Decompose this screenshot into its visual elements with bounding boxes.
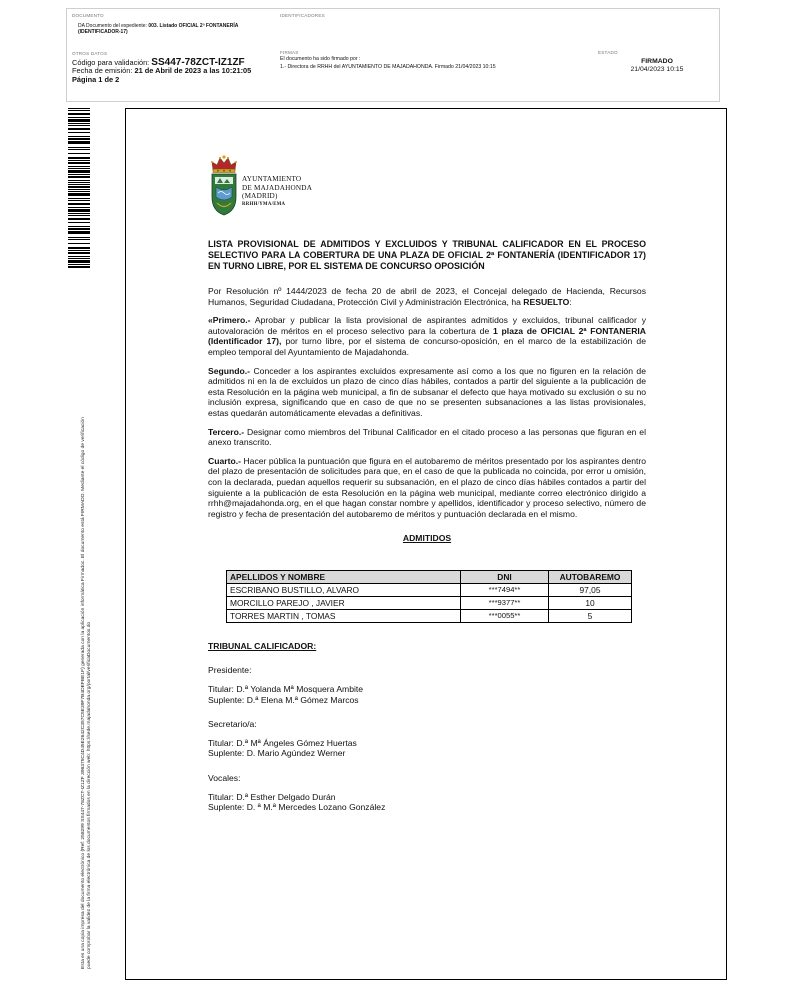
document-title: LISTA PROVISIONAL DE ADMITIDOS Y EXCLUIDOS Y TRIBUNAL CALIFICADOR EN EL PROCESO SELECTIVO PARA LA COBERTURA DE UNA PLAZA DE OFICIAL 2ª FONTANERÍA (IDENTIFICADOR 17) EN TURNO LIBRE, POR EL SISTEMA DE CONCURSO OPOSICIÓN [208,239,646,271]
secretario-label: Secretario/a: [208,719,257,730]
col-dni: DNI [461,570,549,583]
codigo-value[interactable]: SS447-78ZCT-IZ1ZF [151,57,245,68]
org-line-2: DE MAJADAHONDA [242,183,313,192]
pagina-info [72,76,270,84]
otros-datos-caption: OTROS DATOS [72,51,108,56]
admitidos-heading: ADMITIDOS [402,533,452,544]
cell-dni: ***9377** [461,596,549,609]
primero-paragraph [208,315,646,357]
department-ref: RRHH/YMA/EMA [242,201,286,207]
primero-bold: 1 plaza de OFICIAL 2ª FONTANERIA (Identificador 17), [208,325,646,347]
coat-of-arms-icon [208,153,240,217]
cell-nombre: TORRES MARTIN , TOMAS [227,609,461,622]
segundo-paragraph [208,366,646,419]
intro-paragraph [208,286,646,307]
cell-nombre: ESCRIBANO BUSTILLO, ALVARO [227,583,461,596]
org-line-3: (MADRID) [242,192,278,201]
documento-cell [67,9,275,46]
cell-dni: ***0055** [461,609,549,622]
table-row [227,596,632,609]
cuarto-text: Hacer pública la puntuación que figura en el autobaremo de méritos presentado por los aspirantes dentro del plazo de presentación de solicitudes para que, en el caso de que la publicada no coincida, por error u omisión, con la declarada, puedan aquellos requerir su subsanación, en el plazo de cinco días hábiles contados a partir del siguiente a la publicación de esta Resolución en la página web municipal, mediante correo electrónico dirigido a rrhh@majadahonda.org, en el que hagan constar nombre y apellidos, identificador y proceso selectivo, número de registro y fecha de presentación del autobaremo de méritos y puntuación declarada en el mismo. [208,455,646,519]
presidente-suplente: Suplente: D.ª Elena M.ª Gómez Marcos [208,694,359,705]
document-body [208,239,646,813]
tercero-text: Designar como miembros del Tribunal Calificador en el citado proceso a las personas que figuran en el anexo transcrito. [208,426,646,448]
primero-text-1: Aprobar y publicar la lista provisional de aspirantes admitidos y excluidos, tribunal calificador y autovaloración de méritos en el proceso selectivo para la cobertura de [208,315,646,336]
cell-dni: ***7494** [461,583,549,596]
org-line-1: AYUNTAMIENTO [242,175,302,183]
identificadores-cell [275,9,721,46]
admitidos-header-row [227,570,632,583]
side-text-line-2[interactable]: puede comprobar la validez de la firma electrónica de los documentos firmados en la dirección web: https://sede.majadahonda.org/portal/verificaDocumentos.do [87,621,92,969]
estado-status-badge: FIRMADO [641,58,673,65]
estado-caption: ESTADO [598,50,618,55]
otros-datos-cell [67,46,275,103]
fecha-value: 21 de Abril de 2023 a las 10:21:05 [134,66,252,76]
admitidos-table [226,570,632,623]
secretario-suplente: Suplente: D. Mario Agúndez Werner [208,748,346,759]
table-row [227,583,632,596]
presidente-titular: Titular: D.ª Yolanda Mª Mosquera Ambite [208,684,364,695]
intro-text: Por Resolución nº 1444/2023 de fecha 20 de abril de 2023, el Concejal delegado de Hacienda, Recursos Humanos, Seguridad Ciudadana, Protección Civil y Administración Electrónica, ha [208,286,646,307]
tercero-paragraph [208,427,646,448]
cell-nombre: MORCILLO PAREJO , JAVIER [227,596,461,609]
codigo-label: Código para validación: [72,58,152,67]
document-metadata-header [66,8,720,102]
segundo-text: Conceder a los aspirantes excluidos expresamente así como a los que no figuren en la relación de admitidos ni en la de excluidos un plazo de cinco días hábiles, contados a partir del siguiente a la publicación de esta Resolución en la página web municipal, a fin de subsanar el defecto que haya motivado su exclusión o su no inclusión expresa, significando que en caso de que no se presenten subsanaciones a las listas provisionales, estas quedarán automáticamente elevadas a definitivas. [208,365,646,418]
secretario-titular: Titular: D.ª Mª Ángeles Gómez Huertas [208,737,357,748]
segundo-label: Segundo.- [208,365,251,376]
estado-cell [593,46,721,103]
primero-label: «Primero.- [208,315,251,326]
side-text-line-1: Esta es una copia impresa del documento electrónico (Ref: 258299 SS447-78ZCT-IZ1ZF 398375C4D45E2642C357C5E39F7B4DEFBE1F) generada con la aplicación informática Firmadoc. El documento está FIRMADO. Mediante el código de verificación [81,417,86,969]
presidente-label: Presidente: [208,665,252,676]
table-row [227,609,632,622]
cell-autobaremo: 97,05 [549,583,632,596]
vocales-titular: Titular: D.ª Esther Delgado Durán [208,791,336,802]
col-autobaremo: AUTOBAREMO [549,570,632,583]
cuarto-paragraph [208,456,646,520]
intro-resuelto: RESUELTO [523,296,570,307]
organization-letterhead [242,175,312,209]
firmas-caption: FIRMAS [280,50,299,55]
col-apellidos-nombre: APELLIDOS Y NOMBRE [227,570,461,583]
firmas-line-1: El documento ha sido firmado por : [280,56,361,62]
cell-autobaremo: 10 [549,596,632,609]
document-page [125,108,727,980]
vocales-label: Vocales: [208,773,241,784]
cuarto-label: Cuarto.- [208,455,241,466]
primero-text-2: por turno libre, por el sistema de concurso-oposición, en el marco de la estabilización de empleo temporal del Ayuntamiento de Majadahonda. [208,336,646,357]
documento-description [72,23,270,35]
firmas-cell [275,46,593,103]
vocales-suplente: Suplente: D. ª M.ª Mercedes Lozano González [208,802,386,813]
pagina-value: Página 1 de 2 [72,74,120,84]
identificadores-caption: IDENTIFICADORES [280,13,325,18]
tercero-label: Tercero.- [208,426,245,437]
documento-caption: DOCUMENTO [72,13,104,18]
documento-desc-prefix: DA Documento del expediente: [78,23,149,29]
verification-side-text [81,109,93,969]
cell-autobaremo: 5 [549,609,632,622]
estado-fecha: 21/04/2023 10:15 [630,66,684,73]
documento-desc-title: 003. Listado OFICIAL 2ª FONTANERÍA (IDENTIFICADOR-17) [78,23,239,36]
tribunal-heading: TRIBUNAL CALIFICADOR: [208,640,317,651]
fecha-label: Fecha de emisión: [72,66,135,76]
firmas-line-2: 1.- Directora de RRHH del AYUNTAMIENTO DE MAJADAHONDA. Firmado 21/04/2023 10:15 [280,63,496,70]
intro-end: : [569,296,572,307]
